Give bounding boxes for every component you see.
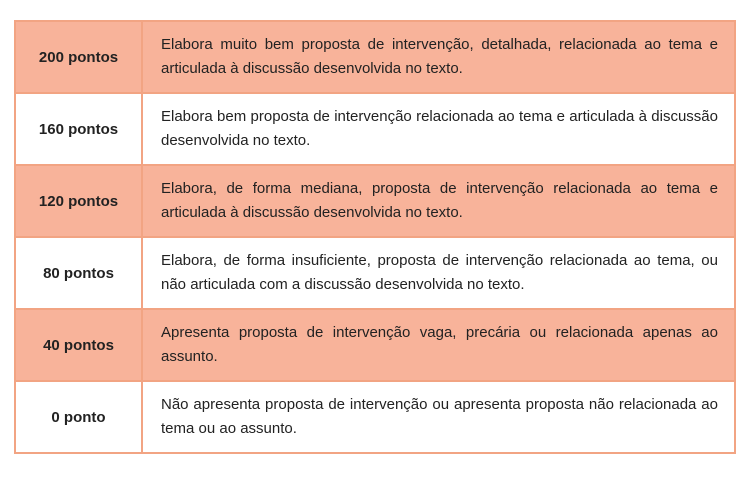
rubric-row-40 [15, 309, 735, 381]
description-cell: Elabora muito bem proposta de intervenção, detalhada, relacionada ao tema e articulada à discussão desenvolvida no texto. [142, 21, 735, 93]
rubric-row-0 [15, 381, 735, 453]
score-cell: 160 pontos [15, 93, 142, 165]
description-cell: Elabora, de forma mediana, proposta de intervenção relacionada ao tema e articulada à discussão desenvolvida no texto. [142, 165, 735, 237]
rubric-table [14, 20, 736, 454]
score-cell: 200 pontos [15, 21, 142, 93]
description-cell: Não apresenta proposta de intervenção ou apresenta proposta não relacionada ao tema ou ao assunto. [142, 381, 735, 453]
rubric-row-200 [15, 21, 735, 93]
description-cell: Elabora bem proposta de intervenção relacionada ao tema e articulada à discussão desenvolvida no texto. [142, 93, 735, 165]
rubric-row-160 [15, 93, 735, 165]
score-cell: 120 pontos [15, 165, 142, 237]
score-cell: 0 ponto [15, 381, 142, 453]
rubric-row-80 [15, 237, 735, 309]
score-cell: 80 pontos [15, 237, 142, 309]
description-cell: Apresenta proposta de intervenção vaga, precária ou relacionada apenas ao assunto. [142, 309, 735, 381]
score-cell: 40 pontos [15, 309, 142, 381]
description-cell: Elabora, de forma insuficiente, proposta de intervenção relacionada ao tema, ou não articulada com a discussão desenvolvida no texto. [142, 237, 735, 309]
rubric-row-120 [15, 165, 735, 237]
